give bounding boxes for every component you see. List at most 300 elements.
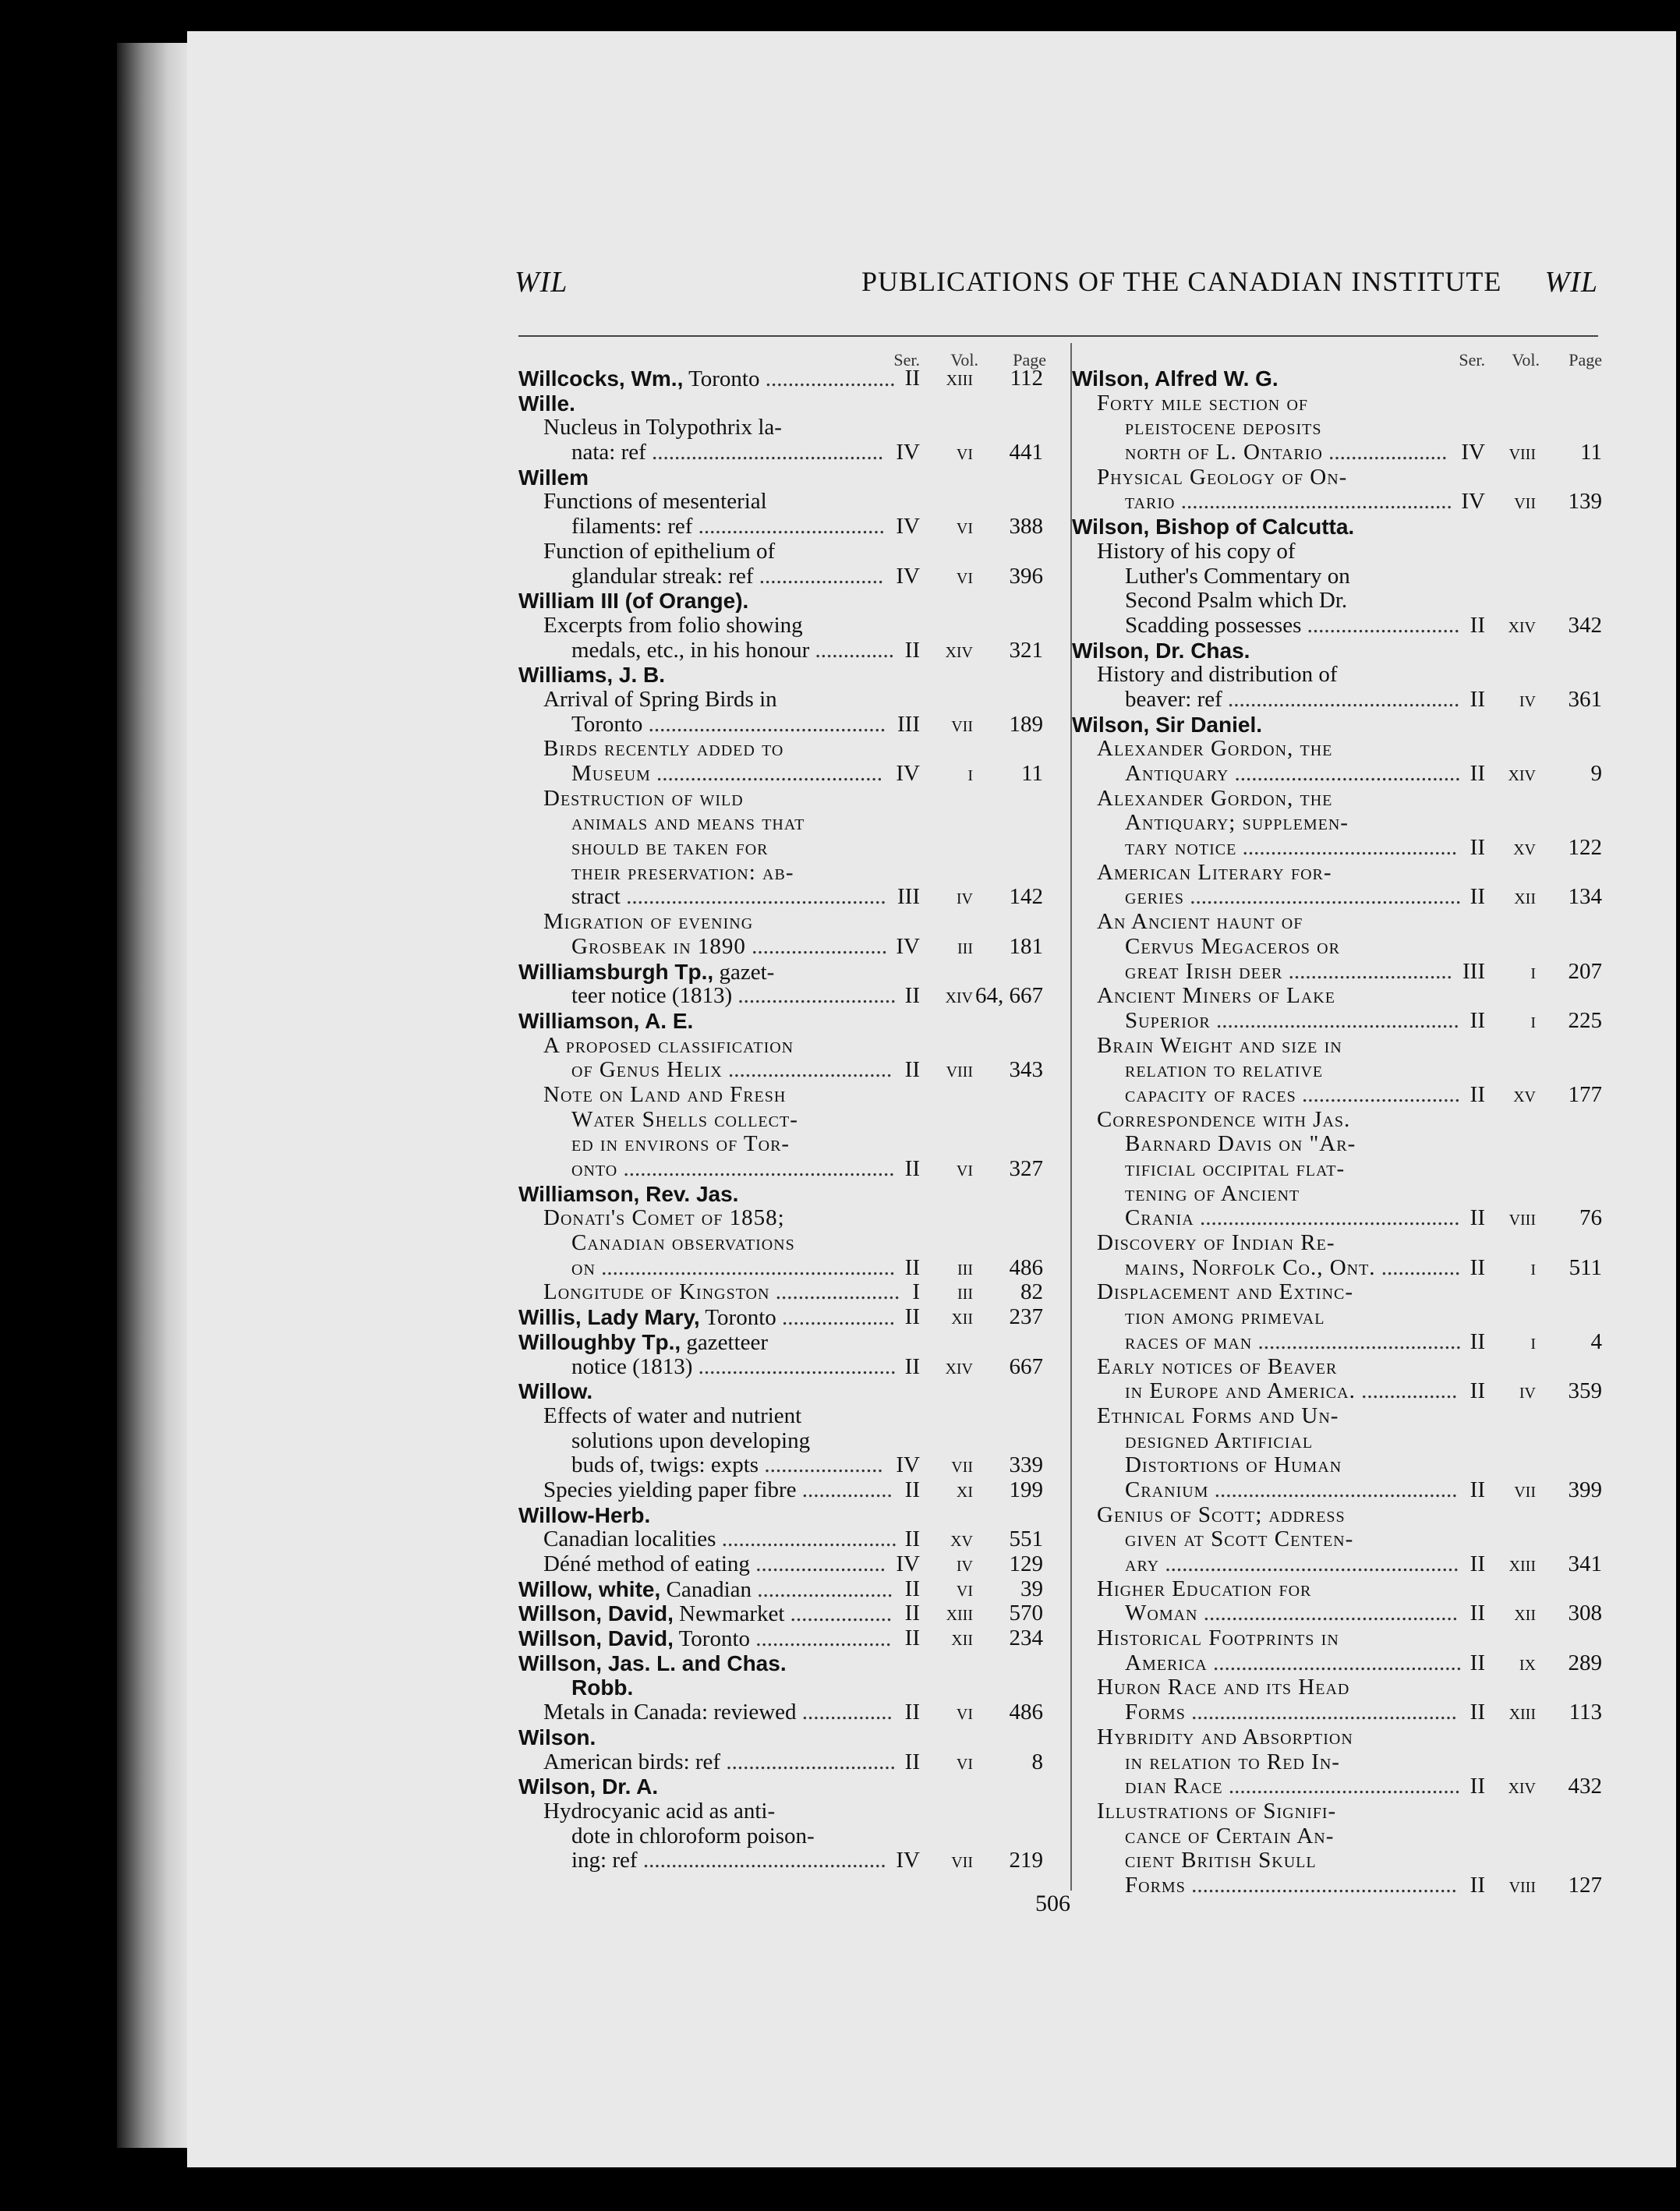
page-ref: 219 — [1009, 1848, 1043, 1873]
entry-text: in relation to Red In- — [1125, 1749, 1340, 1774]
index-line-text — [1125, 1182, 1300, 1207]
index-line-text — [1097, 1577, 1311, 1602]
index-line — [1072, 1330, 1602, 1355]
index-line-text — [518, 589, 748, 614]
entry-text: north of L. Ontario — [1125, 440, 1323, 465]
index-line — [1072, 614, 1602, 639]
index-line — [1072, 1182, 1602, 1207]
page-ref: 361 — [1568, 686, 1602, 712]
index-line — [1072, 984, 1602, 1009]
index-line-text — [571, 1453, 883, 1478]
index-line-text — [1125, 1774, 1460, 1799]
entry-text: medals, etc., in his honour — [571, 637, 810, 663]
index-line-text — [1097, 1404, 1339, 1429]
volume-ref: i — [967, 761, 973, 786]
entry-text: Cranium — [1125, 1477, 1209, 1502]
page-ref: 225 — [1568, 1007, 1602, 1033]
index-line — [1072, 1453, 1602, 1478]
entry-text: Crania — [1125, 1205, 1194, 1231]
index-line-text — [571, 1429, 810, 1454]
index-line-text — [1072, 713, 1262, 738]
index-line-text — [518, 1379, 592, 1405]
index-line — [1072, 1848, 1602, 1873]
entry-text: mains, Norfolk Co., Ont. — [1125, 1254, 1376, 1280]
page-heading: Page — [1013, 350, 1046, 370]
index-line-text — [518, 391, 575, 417]
entry-text: cance of Certain An- — [1125, 1823, 1335, 1848]
index-line — [1072, 1206, 1602, 1231]
index-line — [1072, 1231, 1602, 1256]
index-line — [1072, 391, 1602, 416]
index-line-text — [1125, 1157, 1345, 1182]
entry-text: Discovery of Indian Re- — [1097, 1230, 1335, 1256]
index-line-text — [1125, 1453, 1342, 1478]
series-ref: II — [1470, 1601, 1485, 1626]
leader-dots: ...................................... — [1236, 835, 1458, 861]
index-line-text — [543, 1206, 785, 1231]
header-title: PUBLICATIONS OF THE CANADIAN INSTITUTE — [861, 266, 1502, 297]
index-line-text — [571, 639, 894, 663]
entry-name: Willson, Jas. L. and Chas. — [518, 1650, 787, 1675]
page-ref: 112 — [1010, 366, 1043, 391]
volume-ref: iv — [956, 884, 973, 910]
index-line-text — [543, 1034, 794, 1059]
index-line — [1072, 465, 1602, 490]
index-line — [518, 1527, 1052, 1552]
index-line-text — [1125, 1058, 1323, 1083]
volume-ref: xiv — [945, 1353, 973, 1379]
entry-text: Donati's Comet of 1858; — [543, 1205, 785, 1231]
leader-dots: .......................................... — [642, 711, 886, 737]
entry-text: Cervus Megaceros or — [1125, 933, 1340, 959]
series-ref: IV — [896, 1452, 920, 1478]
index-line-text — [1097, 391, 1308, 416]
index-line-text — [571, 1231, 795, 1256]
index-line-text — [1125, 1305, 1325, 1330]
index-line — [518, 1206, 1052, 1231]
leader-dots: ...................... — [753, 563, 884, 589]
index-line-text — [518, 1725, 596, 1751]
index-line — [518, 1626, 1052, 1651]
leader-dots: ............................................. — [1197, 1601, 1458, 1626]
right-index-column — [1072, 343, 1602, 1898]
index-line — [1072, 811, 1602, 836]
entry-text: Early notices of Beaver — [1097, 1353, 1338, 1379]
index-line-text — [1125, 1132, 1356, 1157]
page-ref: 39 — [1020, 1576, 1043, 1601]
index-line — [1072, 910, 1602, 935]
index-line — [518, 960, 1052, 985]
index-line — [518, 1280, 1052, 1305]
volume-ref: xii — [1514, 884, 1536, 910]
series-ref: IV — [896, 1848, 920, 1873]
page-ref: 122 — [1568, 835, 1602, 861]
page-number: 506 — [1035, 1891, 1070, 1916]
index-line-text — [571, 861, 794, 886]
entry-text: Correspondence with Jas. — [1097, 1106, 1351, 1132]
entry-name: Willow. — [518, 1379, 593, 1404]
header-right-guide: WIL — [1544, 266, 1598, 299]
index-line — [518, 885, 1052, 910]
entry-text: filaments: ref — [571, 514, 693, 539]
index-line — [1072, 787, 1602, 812]
index-line-text — [518, 366, 896, 392]
entry-text: their preservation: ab- — [571, 859, 794, 885]
index-line — [1072, 1626, 1602, 1651]
volume-ref: viii — [946, 1057, 973, 1083]
index-line-text — [1125, 1429, 1313, 1454]
index-line-text — [1125, 1700, 1457, 1725]
series-ref: III — [1462, 958, 1485, 984]
index-line-text — [571, 935, 887, 960]
index-line — [1072, 663, 1602, 688]
index-line-text — [1097, 1280, 1353, 1305]
index-line-text — [543, 1478, 893, 1503]
volume-ref: xv — [1513, 835, 1536, 861]
page-ref: 486 — [1009, 1254, 1043, 1280]
index-line — [518, 1355, 1052, 1380]
page-ref: 343 — [1009, 1057, 1043, 1083]
index-line — [518, 1429, 1052, 1454]
index-line — [1072, 1750, 1602, 1775]
volume-ref: xiv — [1508, 1774, 1536, 1799]
index-line-text — [543, 688, 777, 713]
index-line — [518, 836, 1052, 861]
entry-text: A proposed classification — [543, 1032, 794, 1058]
index-line — [518, 1108, 1052, 1133]
page-ref: 199 — [1009, 1477, 1043, 1502]
index-line-text — [543, 539, 775, 564]
page-ref: 8 — [1031, 1749, 1043, 1774]
index-line-text — [1125, 1379, 1457, 1404]
volume-ref: iv — [1519, 686, 1536, 712]
index-line-text — [518, 1305, 895, 1331]
entry-text: Barnard Davis on "Ar- — [1125, 1131, 1356, 1157]
index-line-text — [1097, 1725, 1353, 1750]
page-ref: 189 — [1009, 711, 1043, 737]
index-line-text — [1125, 688, 1459, 713]
entry-text: Antiquary; supplemen- — [1125, 810, 1349, 836]
entry-text: Second Psalm which Dr. — [1125, 588, 1348, 614]
index-line — [518, 1034, 1052, 1059]
entry-text: History and distribution of — [1097, 662, 1338, 688]
entry-text: Forty mile section of — [1097, 390, 1309, 416]
index-line — [518, 1058, 1052, 1083]
entry-text: Antiquary — [1125, 761, 1229, 786]
index-line — [1072, 713, 1602, 738]
index-line — [518, 861, 1052, 886]
page-ref: 11 — [1580, 440, 1602, 465]
series-ref: II — [904, 1304, 920, 1330]
entry-text: Toronto — [571, 711, 643, 737]
series-ref: II — [1470, 835, 1485, 861]
index-line — [1072, 1527, 1602, 1552]
index-line-text — [1097, 1108, 1350, 1133]
entry-text: Metals in Canada: reviewed — [543, 1700, 797, 1725]
volume-ref: xii — [951, 1304, 973, 1330]
entry-text: of Genus Helix — [571, 1057, 723, 1083]
entry-text: solutions upon developing — [571, 1427, 811, 1453]
volume-ref: xii — [951, 1626, 973, 1651]
series-ref: II — [1470, 1551, 1485, 1576]
index-line-text — [1125, 1873, 1457, 1898]
index-line — [518, 1848, 1052, 1873]
volume-ref: xiv — [945, 983, 973, 1009]
page-ref: 289 — [1568, 1650, 1602, 1675]
entry-text: Note on Land and Fresh — [543, 1081, 787, 1107]
index-line-text — [518, 1009, 693, 1035]
leader-dots: ........................................ — [1229, 761, 1461, 786]
index-line-text — [1097, 1355, 1337, 1380]
entry-text: Destruction of wild — [543, 785, 744, 811]
index-line — [1072, 1478, 1602, 1503]
index-line — [1072, 1503, 1602, 1528]
entry-text: notice (1813) — [571, 1353, 693, 1379]
index-line-text — [571, 1256, 895, 1281]
index-line-text — [1125, 1330, 1461, 1355]
entry-text: pleistocene deposits — [1125, 415, 1322, 440]
index-line-text — [1097, 1034, 1342, 1059]
index-line-text — [1125, 935, 1340, 960]
index-line — [518, 1132, 1052, 1157]
entry-text: Forms — [1125, 1872, 1186, 1898]
index-line — [1072, 1355, 1602, 1380]
index-line — [518, 1157, 1052, 1182]
entry-name: Wille. — [518, 391, 575, 416]
entry-name: Wilson, Dr. Chas. — [1072, 638, 1250, 663]
index-line-text — [1125, 1552, 1459, 1577]
series-ref: II — [1470, 1477, 1485, 1502]
series-ref: II — [1470, 686, 1485, 712]
series-ref: II — [904, 1601, 920, 1626]
index-line — [518, 1675, 1052, 1700]
leader-dots: ............................ — [1296, 1081, 1460, 1107]
entry-text: Birds recently added to — [543, 736, 784, 762]
entry-text: Toronto — [673, 1626, 751, 1652]
index-line — [1072, 1034, 1602, 1059]
index-line — [518, 614, 1052, 639]
index-line-text — [571, 1157, 894, 1182]
entry-name: Willow, white, — [518, 1576, 661, 1601]
index-line — [1072, 1651, 1602, 1676]
page-heading: Page — [1569, 350, 1602, 370]
index-line — [1072, 1873, 1602, 1898]
series-ref: II — [1470, 884, 1485, 910]
leader-dots: ............................. — [722, 1057, 893, 1083]
entry-text: Scadding possesses — [1125, 612, 1302, 638]
series-ref: II — [1470, 1700, 1485, 1725]
index-line — [518, 1503, 1052, 1528]
entry-text: tificial occipital flat- — [1125, 1156, 1346, 1181]
index-line — [518, 787, 1052, 812]
leader-dots: .................................................... — [1159, 1551, 1459, 1576]
index-line-text — [1097, 737, 1332, 762]
entry-text: Ethnical Forms and Un- — [1097, 1403, 1339, 1428]
leader-dots: ........................... — [1301, 612, 1460, 638]
entry-text: Nucleus in Tolypothrix la- — [543, 415, 782, 440]
index-line — [518, 465, 1052, 490]
page-ref: 11 — [1021, 761, 1043, 786]
leader-dots: ............................... — [716, 1526, 897, 1552]
entry-text: Toronto — [683, 366, 760, 391]
index-line-text — [1097, 1799, 1336, 1824]
leader-dots: ................................... — [692, 1353, 897, 1379]
index-line-text — [1125, 1527, 1353, 1552]
volume-ref: xiii — [946, 1601, 973, 1626]
index-line — [1072, 1552, 1602, 1577]
series-ref: II — [904, 1700, 920, 1725]
leader-dots: ................. — [1355, 1378, 1458, 1404]
leader-dots: ............................................... — [1185, 1872, 1457, 1898]
index-line — [1072, 1379, 1602, 1404]
entry-text: gazet- — [713, 959, 775, 985]
entry-text: buds of, twigs: expts — [571, 1452, 759, 1478]
index-line-text — [518, 1651, 787, 1677]
index-line — [1072, 1404, 1602, 1429]
page-ref: 177 — [1568, 1081, 1602, 1107]
series-ref: II — [1470, 1081, 1485, 1107]
index-line — [1072, 1058, 1602, 1083]
entry-text: Alexander Gordon, the — [1097, 736, 1333, 762]
series-ref: II — [1470, 761, 1485, 786]
index-line — [518, 1379, 1052, 1404]
index-line — [518, 639, 1052, 663]
volume-ref: i — [1530, 958, 1536, 984]
index-line-text — [543, 1750, 896, 1775]
vol-heading: Vol. — [950, 350, 978, 370]
entry-name: Wilson, Bishop of Calcutta. — [1072, 515, 1355, 539]
leader-dots: ............................. — [1282, 958, 1452, 984]
volume-ref: xiv — [945, 637, 973, 663]
index-line-text — [571, 1108, 798, 1133]
page-ref: 64, 667 — [975, 983, 1043, 1009]
leader-dots: .................................................... — [595, 1254, 896, 1280]
leader-dots: .............................................. — [620, 884, 886, 910]
ser-heading: Ser. — [1459, 350, 1485, 370]
leader-dots: .............. — [1375, 1254, 1461, 1280]
index-line-text — [543, 1799, 775, 1824]
index-line — [1072, 1577, 1602, 1602]
index-line-text — [1125, 1478, 1457, 1503]
index-line-text — [1072, 639, 1250, 664]
entry-text: Distortions of Human — [1125, 1452, 1342, 1478]
page-ref: 4 — [1590, 1328, 1602, 1354]
index-line — [518, 762, 1052, 787]
index-line-text — [518, 1330, 768, 1356]
index-line — [1072, 1725, 1602, 1750]
entry-name: Willcocks, Wm., — [518, 366, 684, 391]
index-line — [518, 1750, 1052, 1775]
entry-text: History of his copy of — [1097, 538, 1296, 564]
series-ref: II — [904, 1254, 920, 1280]
page-ref: 82 — [1020, 1279, 1043, 1305]
series-ref: II — [1470, 1774, 1485, 1799]
series-ref: II — [1470, 1328, 1485, 1354]
entry-text: America — [1125, 1650, 1208, 1675]
entry-text: Effects of water and nutrient — [543, 1403, 802, 1428]
page-ref: 570 — [1009, 1601, 1043, 1626]
entry-text: Alexander Gordon, the — [1097, 785, 1333, 811]
volume-ref: vii — [951, 1848, 973, 1873]
page-ref: 113 — [1569, 1700, 1602, 1725]
index-line-text — [518, 1503, 650, 1529]
entry-text: Function of epithelium of — [543, 538, 776, 564]
entry-name: Robb. — [571, 1675, 634, 1700]
page-ref: 234 — [1009, 1626, 1043, 1651]
entry-name: Wilson, Dr. A. — [518, 1774, 659, 1799]
volume-ref: vi — [956, 514, 973, 539]
index-line-text — [1125, 1009, 1459, 1034]
index-line — [518, 416, 1052, 440]
index-line — [1072, 688, 1602, 713]
index-line — [1072, 416, 1602, 440]
index-line — [1072, 1305, 1602, 1330]
entry-text: Excerpts from folio showing — [543, 612, 803, 638]
leader-dots: ......................................... — [1222, 686, 1460, 712]
entry-text: Species yielding paper fibre — [543, 1477, 797, 1502]
entry-text: Physical Geology of On- — [1097, 464, 1348, 490]
volume-ref: iii — [957, 1254, 973, 1280]
volume-ref: xv — [1513, 1081, 1536, 1107]
volume-ref: iii — [957, 933, 973, 959]
volume-ref: vi — [956, 1156, 973, 1181]
volume-ref: i — [1530, 1007, 1536, 1033]
entry-text: cient British Skull — [1125, 1848, 1317, 1873]
page-ref: 142 — [1009, 884, 1043, 910]
index-line-text — [1097, 465, 1347, 490]
entry-text: Forms — [1125, 1700, 1186, 1725]
index-line — [518, 1404, 1052, 1429]
entry-text: ed in environs of Tor- — [571, 1131, 790, 1157]
entry-text: Hydrocyanic acid as anti- — [543, 1798, 776, 1824]
series-ref: II — [904, 1156, 920, 1181]
entry-text: American birds: ref — [543, 1749, 721, 1774]
entry-text: given at Scott Centen- — [1125, 1526, 1354, 1552]
volume-ref: xv — [950, 1526, 973, 1552]
index-line-text — [1125, 1601, 1458, 1626]
series-ref: III — [897, 884, 920, 910]
entry-text: glandular streak: ref — [571, 563, 754, 589]
index-line — [1072, 639, 1602, 663]
index-line — [1072, 1824, 1602, 1849]
header-rule — [518, 335, 1598, 337]
series-ref: II — [904, 1477, 920, 1502]
page-ref: 134 — [1568, 884, 1602, 910]
index-line-text — [543, 787, 744, 812]
index-line — [518, 1700, 1052, 1725]
entry-text: Genius of Scott; address — [1097, 1502, 1346, 1527]
index-line — [1072, 1675, 1602, 1700]
index-line — [1072, 490, 1602, 515]
entry-text: Woman — [1125, 1601, 1198, 1626]
index-line — [518, 1305, 1052, 1330]
index-line-text — [1097, 1503, 1346, 1528]
entry-text: Higher Education for — [1097, 1576, 1312, 1601]
leader-dots: ........................................... — [1210, 1007, 1459, 1033]
index-line — [518, 490, 1052, 515]
index-line-text — [1097, 787, 1332, 812]
entry-text: Hybridity and Absorption — [1097, 1724, 1353, 1749]
vol-heading: Vol. — [1512, 350, 1540, 370]
page-ref: 341 — [1568, 1551, 1602, 1576]
volume-ref: i — [1530, 1254, 1536, 1280]
leader-dots: .................. — [784, 1601, 893, 1627]
leader-dots: ................ — [796, 1477, 893, 1502]
leader-dots: ............................................ — [1207, 1650, 1462, 1675]
volume-ref: iii — [957, 1279, 973, 1305]
index-line-text — [1125, 1750, 1340, 1775]
index-line — [518, 1083, 1052, 1108]
